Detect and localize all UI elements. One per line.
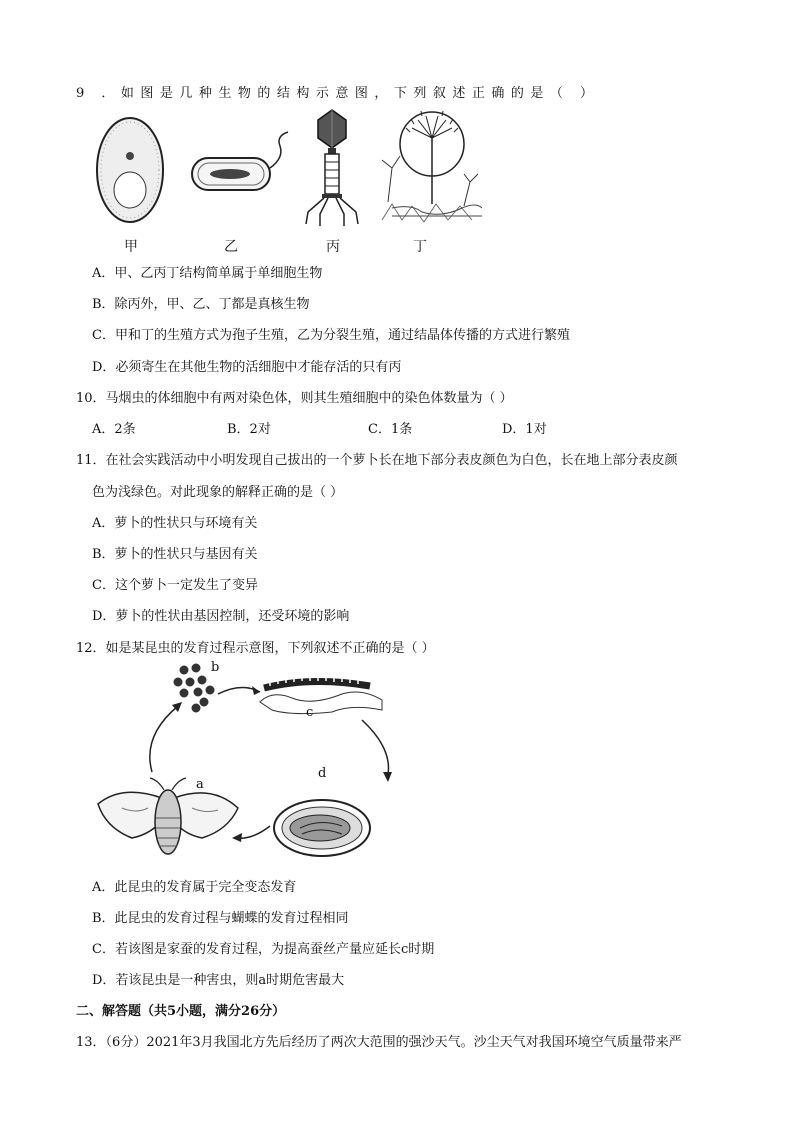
q9-option-a: A．甲、乙丙丁结构简单属于单细胞生物 — [92, 266, 323, 281]
q9-option-d: D．必须寄生在其他生物的活细胞中才能存活的只有丙 — [92, 360, 402, 375]
bacterium-icon — [192, 132, 288, 190]
q11-stem-line2: 色为浅绿色。对此现象的解释正确的是（ ） — [92, 485, 344, 500]
label-jia: 甲 — [124, 239, 138, 255]
stage-label-c: c — [306, 705, 314, 720]
q13-stem: 13．（6分）2021年3月我国北方先后经历了两次大范围的强沙天气。沙尘天气对我国环境空气质量带来严 — [76, 1035, 682, 1050]
q11-option-a: A．萝卜的性状只与环境有关 — [92, 516, 258, 531]
q10-option-a: A．2条 — [92, 422, 136, 437]
q11-option-b: B．萝卜的性状只与基因有关 — [92, 547, 258, 562]
q12-option-d: D．若该昆虫是一种害虫，则a时期危害最大 — [92, 973, 345, 988]
insect-lifecycle-figure — [92, 658, 402, 863]
stage-label-d: d — [318, 766, 327, 781]
q10-option-b: B．2对 — [227, 422, 271, 437]
q9-option-c: C．甲和丁的生殖方式为孢子生殖，乙为分裂生殖，通过结晶体传播的方式进行繁殖 — [92, 328, 570, 343]
q11-option-d: D．萝卜的性状由基因控制，还受环境的影响 — [92, 609, 350, 624]
label-ding: 丁 — [413, 239, 427, 255]
q9-stem: 9 ．如图是几种生物的结构示意图，下列叙述正确的是（ ） — [76, 86, 600, 101]
mold-icon — [382, 111, 482, 222]
section2-title: 二、解答题（共5小题，满分26分） — [76, 1004, 286, 1019]
yeast-cell-icon — [97, 118, 163, 222]
q9-option-b: B．除丙外，甲、乙、丁都是真核生物 — [92, 297, 310, 312]
q10-stem: 10．马烟虫的体细胞中有两对染色体，则其生殖细胞中的染色体数量为（ ） — [76, 391, 513, 406]
moth-icon — [98, 778, 238, 854]
label-bing: 丙 — [326, 239, 340, 255]
q10-option-d: D．1对 — [502, 422, 547, 437]
stage-label-a: a — [196, 777, 204, 792]
q11-option-c: C．这个萝卜一定发生了变异 — [92, 578, 258, 593]
label-yi: 乙 — [224, 239, 238, 255]
q12-option-a: A．此昆虫的发育属于完全变态发育 — [92, 880, 297, 895]
pupa-icon — [274, 800, 370, 856]
q12-option-b: B．此昆虫的发育过程与蝴蝶的发育过程相同 — [92, 911, 349, 926]
larva-icon — [260, 676, 382, 714]
q12-stem: 12．如是某昆虫的发育过程示意图，下列叙述不正确的是（ ） — [76, 641, 435, 656]
q12-option-c: C．若该图是家蚕的发育过程，为提高蚕丝产量应延长c时期 — [92, 942, 435, 957]
q10-option-c: C．1条 — [368, 422, 413, 437]
bacteriophage-icon — [306, 110, 358, 226]
organism-figure — [92, 108, 482, 233]
q11-stem-line1: 11．在社会实践活动中小明发现自己拔出的一个萝卜长在地下部分表皮颜色为白色，长在地上部分表皮颜 — [76, 453, 678, 468]
stage-label-b: b — [211, 660, 220, 675]
